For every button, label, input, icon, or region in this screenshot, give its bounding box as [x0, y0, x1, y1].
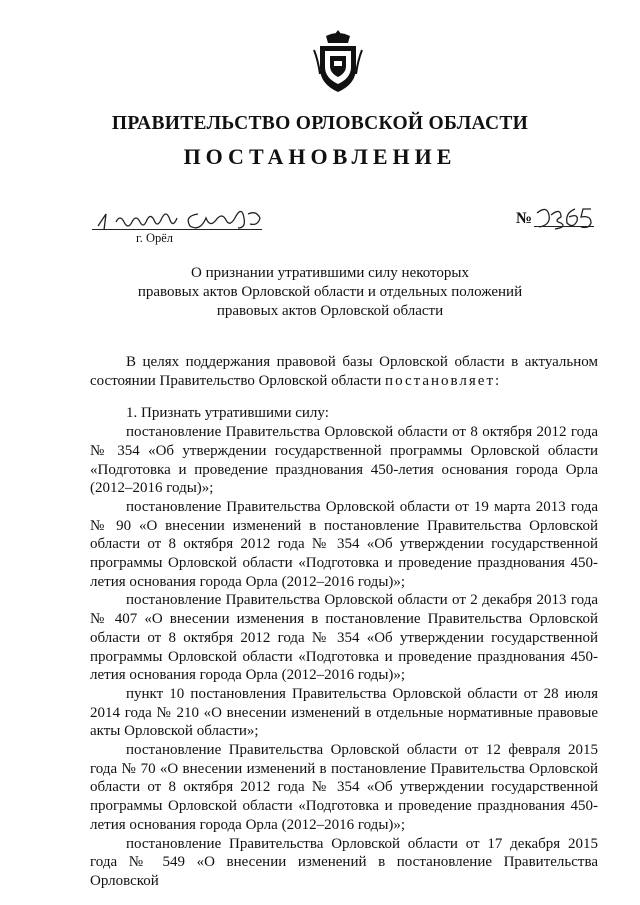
preamble-verb: постановляет — [385, 372, 496, 389]
item-paragraph: постановление Правительства Орловской области от 12 февраля 2015 года № 70 «О внесении изменений в постановление Правительства Орловской области от 8 октября 2012 года № 354 «Об утверждении государственной программы Орловской области «Подготовка и проведение празднования 450-летия основания города Орла (2012–2016 годы)»; — [90, 742, 598, 833]
item-paragraph: постановление Правительства Орловской области от 8 октября 2012 года № 354 «Об утверждении государственной программы Орловской области «Подготовка и проведение празднования 450-летия основания города Орла (2012–2016 годы)»; — [90, 424, 598, 497]
subject-line: О признании утратившими силу некоторых — [191, 265, 469, 281]
document-type-title: ПОСТАНОВЛЕНИЕ — [183, 144, 457, 169]
handwritten-date — [88, 200, 278, 240]
document-subject — [100, 264, 560, 321]
subject-line: правовых актов Орловской области и отдельных положений — [137, 284, 523, 300]
date-underline — [92, 229, 262, 230]
coat-of-arms-emblem — [312, 28, 364, 94]
government-title: ПРАВИТЕЛЬСТВО ОРЛОВСКОЙ ОБЛАСТИ — [111, 113, 529, 134]
item-paragraph: пункт 10 постановления Правительства Орловской области от 28 июля 2014 года № 210 «О внесении изменений в отдельные нормативные правовые акты Орловской области»; — [90, 685, 598, 740]
preamble-text: В целях поддержания правовой базы Орловской области в актуальном состоянии Правительство Орловской области — [90, 354, 598, 389]
number-label: № — [516, 210, 533, 227]
number-underline — [534, 226, 594, 227]
subject-line: правовых актов Орловской области — [216, 303, 444, 319]
item-paragraph: постановление Правительства Орловской области от 19 марта 2013 года № 90 «О внесении изменений в постановление Правительства Орловской области от 8 октября 2012 года № 354 «Об утверждении государственной программы Орловской области «Подготовка и проведение празднования 450-летия основания города Орла (2012–2016 годы)»; — [90, 498, 598, 590]
item-paragraph: постановление Правительства Орловской области от 2 декабря 2013 года № 407 «О внесении изменения в постановление Правительства Орловской области от 8 октября 2012 года № 354 «Об утверждении государственной программы Орловской области «Подготовка и проведение празднования 450-летия основания города Орла (2012–2016 годы)»; — [90, 592, 598, 684]
preamble-end: : — [495, 372, 500, 389]
preamble-paragraph — [90, 353, 598, 390]
item-paragraph: 1. Признать утратившими силу: — [126, 405, 329, 422]
document-body — [90, 353, 598, 891]
item-paragraph: постановление Правительства Орловской области от 17 декабря 2015 года № 549 «О внесении изменений в постановление Правительства Орловской — [90, 835, 598, 889]
city-label: г. Орёл — [136, 231, 174, 245]
